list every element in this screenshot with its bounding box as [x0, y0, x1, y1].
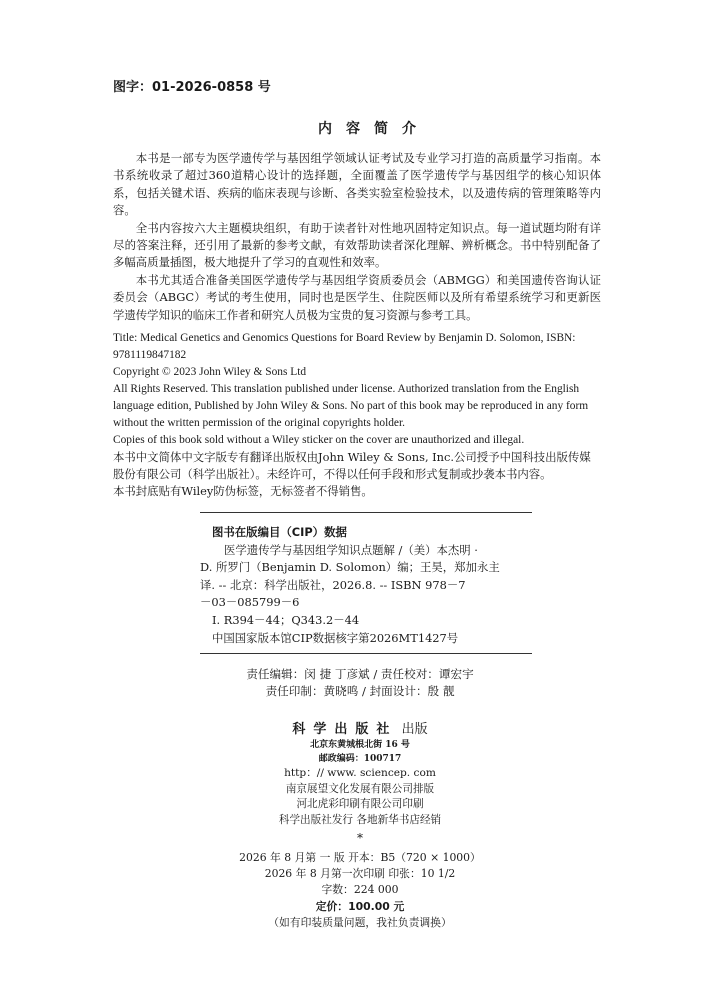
publisher-suffix: 出版: [401, 722, 428, 737]
editors-block: [0, 666, 720, 700]
editors-line: 责任编辑：闵 捷 丁彦斌 / 责任校对：谭宏宇: [246, 667, 474, 681]
copyright-line: Copyright © 2023 John Wiley & Sons Ltd: [113, 366, 307, 378]
intro-text: [113, 150, 601, 324]
publisher-url: http：// www. sciencep. com: [284, 767, 436, 779]
publisher-address-block: [0, 738, 720, 766]
production-line: 责任印制：黄晓鸣 / 封面设计：殷 靓: [265, 684, 455, 698]
cip-line: 译. -- 北京：科学出版社，2026.8. -- ISBN 978－7: [200, 577, 466, 592]
typesetter-line: 南京展望文化发展有限公司排版: [285, 782, 435, 795]
original-title-line: Title: Medical Genetics and Genomics Questions for Board Review by Benjamin D. Solomon, ISBN: 9781119847182: [113, 332, 576, 361]
rights-statement: All Rights Reserved. This translation published under license. Authorized translation from the English language edition, Published by John Wiley & Sons. No part of this book may be reproduced in any form without the written permission of the original copyrights holder.: [113, 383, 589, 429]
cip-line: 医学遗传学与基因组学知识点题解 /（美）本杰明 ·: [224, 542, 478, 557]
intro-paragraph: 本书是一部专为医学遗传学与基因组学领域认证考试及专业学习打造的高质量学习指南。本书系统收录了超过360道精心设计的选择题，全面覆盖了医学遗传学与基因组学的核心知识体系，包括关键术语、疾病的临床表现与诊断、各类实验室检验技术，以及遗传病的管理策略等内容。: [113, 151, 601, 218]
separator-asterisk: *: [357, 831, 363, 845]
cip-top-rule: [200, 512, 532, 513]
cip-bottom-rule: [200, 653, 532, 654]
cip-block: [200, 524, 536, 647]
printer-line: 河北虎彩印刷有限公司印刷: [296, 798, 424, 810]
anti-counterfeit-notice: 本书封底贴有Wiley防伪标签，无标签者不得销售。: [113, 484, 373, 498]
cip-classification: Ⅰ. R394－44；Q343.2－44: [212, 612, 360, 627]
publisher-line: [0, 718, 720, 737]
printing-line: 2026 年 8 月第一次印刷 印张：10 1/2: [264, 867, 456, 881]
sticker-notice: Copies of this book sold without a Wiley sticker on the cover are unauthorized and illegal.: [113, 434, 525, 446]
intro-paragraph: 全书内容按六大主题模块组织，有助于读者针对性地巩固特定知识点。每一道试题均附有详尽的答案注释，还引用了最新的参考文献，有效帮助读者深化理解、辨析概念。书中特别配备了多幅高质量插图，极大地提升了学习的直观性和效率。: [113, 220, 601, 270]
publisher-address: 北京东黄城根北街 16 号: [310, 740, 410, 750]
copyright-block: [113, 330, 601, 500]
registration-number: 图字：01-2026-0858 号: [113, 80, 271, 95]
cip-line: －03－085799－6: [200, 595, 300, 610]
publisher-info-block: [0, 766, 720, 828]
chinese-license-statement: 本书中文简体中文字版专有翻译出版权由John Wiley & Sons, Inc.公司授予中国科技出版传媒股份有限公司（科学出版社）。未经许可，不得以任何手段和形式复制或抄袭本书内容。: [113, 450, 591, 481]
postal-code: 邮政编码：100717: [318, 754, 402, 764]
publisher-name: 科学出版社: [292, 722, 398, 737]
section-title: 内容简介: [318, 121, 430, 137]
word-count: 字数：224 000: [321, 883, 399, 897]
price: 定价：100.00 元: [315, 899, 405, 913]
cip-number: 中国国家版本馆CIP数据核字第2026MT1427号: [212, 630, 459, 645]
cip-line: D. 所罗门（Benjamin D. Solomon）编；王昊，郑加永主: [200, 560, 500, 575]
cip-heading: 图书在版编目（CIP）数据: [212, 525, 347, 539]
intro-paragraph: 本书尤其适合准备美国医学遗传学与基因组学资质委员会（ABMGG）和美国遗传咨询认证委员会（ABGC）考试的考生使用，同时也是医学生、住院医师以及所有希望系统学习和更新医学遗传学知识的临床工作者和研究人员极为宝贵的复习资源与参考工具。: [113, 272, 601, 322]
quality-notice: （如有印装质量问题，我社负责调换）: [268, 915, 452, 929]
specifications-block: [0, 850, 720, 931]
edition-line: 2026 年 8 月第 一 版 开本：B5（720 × 1000）: [239, 851, 481, 864]
distributor-line: 科学出版社发行 各地新华书店经销: [278, 813, 442, 826]
